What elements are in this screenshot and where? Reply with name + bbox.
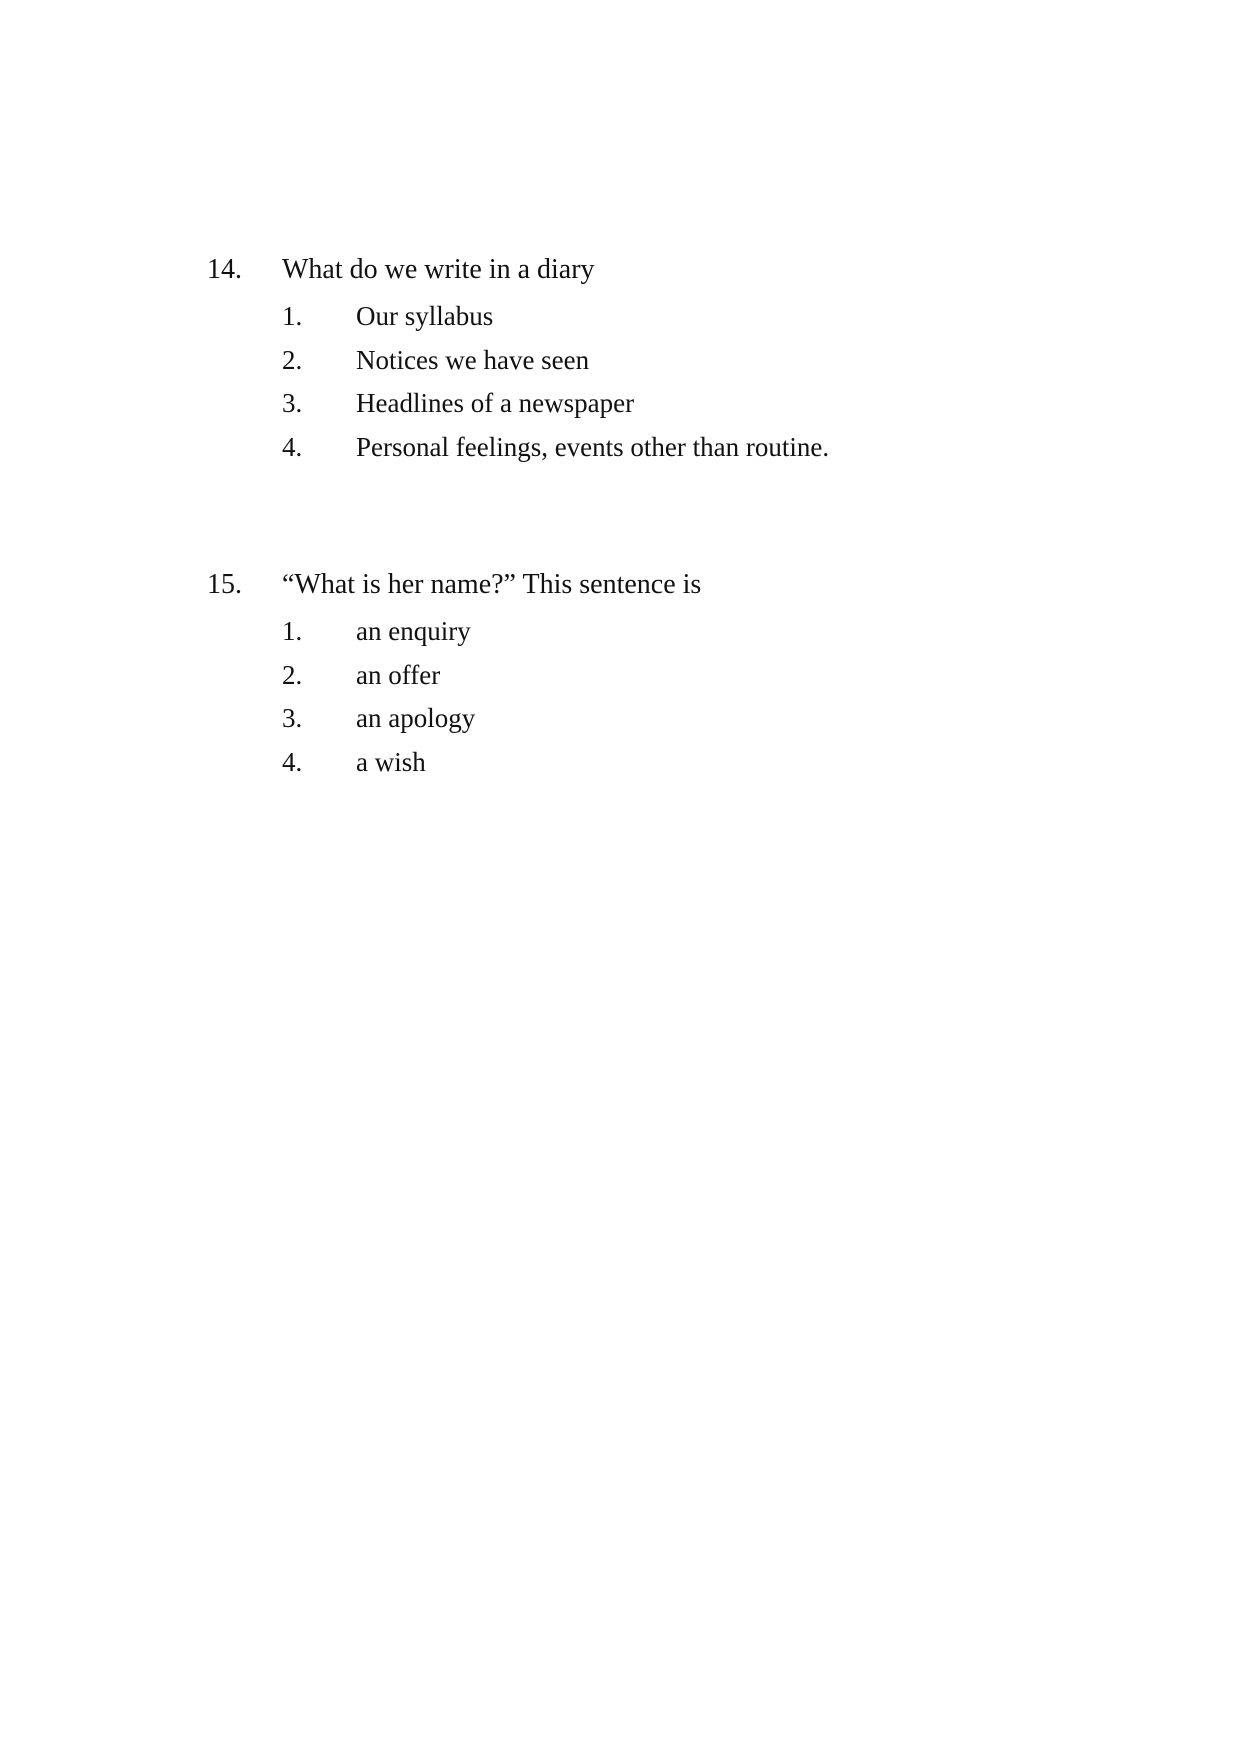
option-4 bbox=[282, 741, 1107, 785]
option-text: Headlines of a newspaper bbox=[356, 388, 635, 418]
option-text: Personal feelings, events other than routine. bbox=[356, 431, 830, 462]
question-14 bbox=[207, 253, 1107, 469]
option-number: 3. bbox=[282, 703, 303, 733]
option-number: 1. bbox=[282, 616, 303, 646]
option-text: Notices we have seen bbox=[356, 344, 590, 375]
option-number: 2. bbox=[282, 344, 303, 375]
option-number: 4. bbox=[282, 746, 303, 777]
option-text: an enquiry bbox=[356, 616, 471, 646]
option-list bbox=[207, 295, 1107, 469]
question-stem bbox=[207, 253, 1107, 287]
question-number: 15. bbox=[207, 569, 242, 600]
option-number: 1. bbox=[282, 301, 303, 331]
option-list bbox=[207, 610, 1107, 784]
option-1 bbox=[282, 610, 1107, 654]
option-1 bbox=[282, 295, 1107, 339]
option-text: an offer bbox=[356, 659, 441, 690]
question-text: “What is her name?” This sentence is bbox=[282, 569, 702, 600]
question-stem bbox=[207, 568, 1107, 602]
option-number: 2. bbox=[282, 659, 303, 690]
option-text: a wish bbox=[356, 746, 426, 777]
option-number: 4. bbox=[282, 431, 303, 462]
option-2 bbox=[282, 654, 1107, 698]
option-3 bbox=[282, 382, 1107, 426]
option-text: Our syllabus bbox=[356, 301, 494, 331]
option-number: 3. bbox=[282, 388, 303, 418]
option-3 bbox=[282, 697, 1107, 741]
question-number: 14. bbox=[207, 254, 242, 285]
option-2 bbox=[282, 339, 1107, 383]
question-text: What do we write in a diary bbox=[282, 254, 595, 285]
question-15 bbox=[207, 568, 1107, 784]
option-text: an apology bbox=[356, 703, 476, 733]
option-4 bbox=[282, 426, 1107, 470]
